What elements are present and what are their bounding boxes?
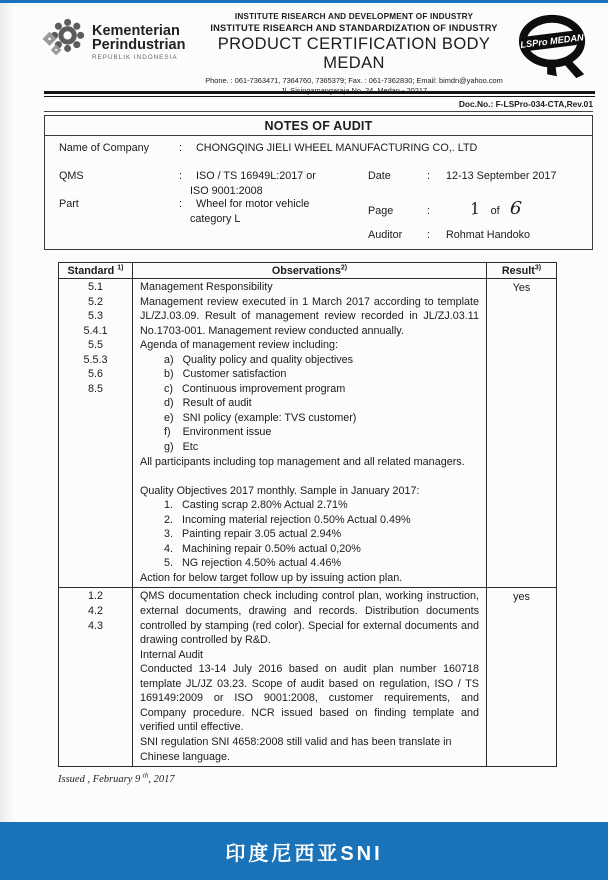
letterhead-rule [44,91,595,97]
certification-body-name: PRODUCT CERTIFICATION BODY MEDAN [217,35,491,72]
qms-label: QMS [59,170,84,182]
letterhead-center [198,12,510,95]
date-label: Date [368,170,391,182]
row1-result: Yes [512,282,531,294]
scan-edge-shadow [0,3,14,822]
company-label: Name of Company [59,142,150,154]
ministry-name [92,24,185,62]
ministry-logo-block [40,16,198,69]
lspro-medan-logo [510,12,596,89]
page-of: of [490,205,500,217]
header-observations: Observations$^{2)}$ [133,263,487,278]
auditor-field: Auditor : Rohmat Handoko [368,229,531,241]
company-field: Name of Company : CHONGQING JIELI WHEEL MANUFACTURING CO,. LTD [59,142,478,154]
banner-text: 印度尼西亚SNI [225,842,383,865]
gear-logo-icon [40,16,86,69]
row2-result: yes [513,591,530,604]
institute-line2: INSTITUTE RISEARCH AND STANDARDIZATION OF INDUSTRY [210,23,498,33]
row1-standards: 5.1 5.2 5.3 5.4.1 5.5 5.5.3 5.6 8.5 [59,279,133,587]
qms-field: QMS : ISO / TS 16949L:2017 or [59,170,316,182]
ministry-line3: REPUBLIK INDONESIA [92,54,178,62]
institute-line1: INSTITUTE RISEARCH AND DEVELOPMENT OF INDUSTRY [234,12,474,21]
svg-text:LSPro MEDAN: LSPro MEDAN [519,32,585,50]
audit-observations-table [58,262,557,767]
page-current-handwritten: 1 [468,198,482,219]
header-standard: Standard $^{1)}$ [59,263,133,278]
qms-value-line2: ISO 9001:2008 [190,185,263,197]
row1-observations: Management Responsibility Management review executed in 1 March 2017 according to template JL/ZJ.03.09. Result of management review recorded in JL/ZJ.03.11 No.1703-001. Management review conducted annually. Agenda of management review including: a) Quality policy and quality objectives b) Customer satisfaction c) Continuous improvement program d) Result of audit e) SNI policy (example: TVS customer) f) Environment issue g) Etc All participants including top management and all related managers. Quality Objectives 2017 monthly. Sample in January 2017: 1. Casting scrap 2.80% Actual 2.71% 2. Incoming material rejection 0.50% Actual 0.49% 3. Painting repair 3.05 actual 2.94% 4. Machining repair 0.50% actual 0,20% 5. NG rejection 4.50% actual 4.46% Action for below target follow up by issuing action plan. [133,279,487,587]
row2-observations: QMS documentation check including control plan, working instruction, external documents, drawing and records. Distribution documents controlled by stamping (red color). Special for external documents and drawing controlled by R&D. Internal Audit Conducted 13-14 July 2016 based on audit plan number 160718 template JL/JZ 03.23. Scope of audit based on regulation, ISO / TS 169149:2009 or ISO 9001:2008, customer requirements, and Company procedure. NCR issued based on finding template and verified until effective. SNI regulation SNI 4658:2008 still valid and has been translate in Chinese language. [133,588,487,766]
auditor-label: Auditor [368,229,403,241]
company-value: CHONGQING JIELI WHEEL MANUFACTURING CO,. LTD [196,142,478,154]
ministry-line1: Kementerian [92,22,180,39]
part-label: Part [59,198,79,210]
doc-number: Doc.No.: F-LSPro-034-CTA,Rev.01 [44,99,593,112]
page-total-handwritten: 6 [509,197,523,220]
page-label: Page [368,205,394,217]
notes-of-audit-title: NOTES OF AUDIT [45,116,592,136]
header-result: Result$^{3)}$ [501,264,542,277]
table-row [59,588,556,766]
date-value: 12-13 September 2017 [446,170,557,182]
date-field: Date : 12-13 September 2017 [368,170,557,182]
part-value-line2: category L [190,213,241,225]
bottom-banner [0,822,608,880]
auditor-value: Rohmat Handoko [446,229,531,241]
table-header-row [59,263,556,279]
ministry-line2: Perindustrian [92,37,186,54]
table-row [59,279,556,588]
notes-of-audit-box [44,115,593,250]
top-blue-strip [0,0,608,3]
part-value-line1: Wheel for motor vehicle [196,198,310,210]
issued-date-line: Issued , February 9 $^{th}$, 2017 [58,771,175,785]
qms-value-line1: ISO / TS 16949L:2017 or [196,170,316,182]
part-field: Part : Wheel for motor vehicle [59,198,310,210]
page-field: Page : 1 of 6 [368,197,523,220]
letterhead [40,10,596,95]
contact-line: Phone. : 061-7363471, 7364760, 7365379; Fax. : 061-7362830; Email: bimdn@yahoo.com [205,76,503,85]
row2-standards: 1.2 4.2 4.3 [59,588,133,766]
